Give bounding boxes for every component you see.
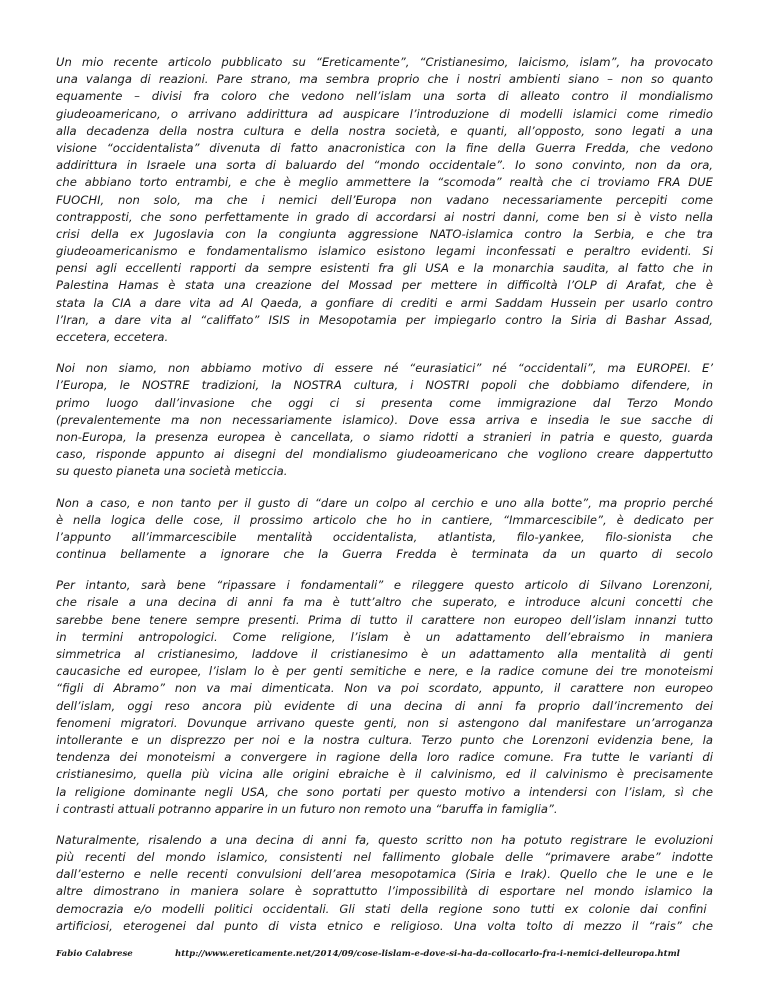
text-line: sarebbe bene tenere sempre presenti. Prima di tutto il carattere non europeo dell’islam innanzi tutto bbox=[56, 612, 713, 627]
text-line: pensi agli eccellenti rapporti da sempre esistenti fra gli USA e la monarchia saudita, al fatto che in bbox=[56, 261, 713, 276]
text-line: giudeoamericanismo e fondamentalismo islamico esistono legami inconfessati e peraltro evidenti. Si bbox=[56, 244, 713, 259]
text-line: eccetera, eccetera. bbox=[56, 330, 169, 344]
text-line: (prevalentemente ma non necessariamente islamico). Dove essa arriva e insedia le sue sacche di bbox=[56, 412, 713, 427]
text-line: più recenti del mondo islamico, consistenti nel fallimento globale delle “primavere arabe” indotte bbox=[56, 850, 713, 865]
text-line: che abbiano torto entrambi, e che è meglio ammettere la “scomoda” realtà che ci troviamo FRA DUE bbox=[56, 175, 713, 190]
text-line: su questo pianeta una società meticcia. bbox=[56, 464, 288, 479]
text-line: altre dimostrano in maniera solare è soprattutto l’impossibilità di esportare nel mondo islamico la bbox=[56, 884, 713, 899]
paragraph bbox=[56, 832, 713, 935]
text-line: democrazia e/o modelli politici occidentali. Gli stati della regione sono tutti ex colonie dai confini bbox=[56, 901, 707, 916]
article-body bbox=[56, 54, 713, 949]
text-line: equamente – divisi fra coloro che vedono nell’islam una sorta di alleato contro il mondialismo bbox=[56, 89, 713, 104]
text-line: che risale a una decina di anni fa ma è tutt’altro che superato, e introduce alcuni concetti che bbox=[56, 595, 713, 610]
text-line: è nella logica delle cose, il prossimo articolo che ho in cantiere, “Immarcescibile”, è dedicato per bbox=[56, 512, 713, 527]
text-line: i contrasti attuali potranno apparire in un futuro non remoto una “baruffa in famiglia”. bbox=[56, 801, 558, 816]
text-line: l’Iran, a dare vita al “califfato” ISIS in Mesopotamia per impiegarlo contro la Siria di Bashar Assad, bbox=[56, 312, 713, 327]
text-line: simmetrica al cristianesimo, laddove il cristianesimo è un adattamento alla mentalità di genti bbox=[56, 647, 713, 661]
text-line: la religione dominante negli USA, che sono portati per questo motivo a intendersi con l’islam, sì che bbox=[56, 784, 713, 799]
text-line: caso, risponde appunto ai disegni del mondialismo giudeoamericano che vogliono creare dappertutto bbox=[56, 447, 713, 462]
text-line: tendenza dei monoteismi a convergere in ragione della loro radice comune. Fra tutte le varianti di bbox=[56, 750, 713, 765]
text-line: Un mio recente articolo pubblicato su “Ereticamente”, “Cristianesimo, laicismo, islam”, ha provocato bbox=[56, 55, 713, 69]
text-line: caucasiche ed europee, l’islam lo è per genti semitiche e nere, e la radice comune dei tre monoteismi bbox=[56, 664, 713, 679]
footer-url[interactable]: http://www.ereticamente.net/2014/09/cose-lislam-e-dove-si-ha-da-collocarlo-fra-i-nemici-delleuropa.html bbox=[175, 949, 680, 959]
text-line: non-Europa, la presenza europea è cancellata, o siamo ridotti a stranieri in patria e questo, guarda bbox=[56, 429, 713, 444]
paragraph bbox=[56, 577, 713, 818]
text-line: Noi non siamo, non abbiamo motivo di essere né “eurasiatici” né “occidentali”, ma EUROPEI. E’ bbox=[56, 361, 713, 376]
text-line: continua bellamente a ignorare che la Guerra Fredda è terminata da un quarto di secolo bbox=[56, 547, 713, 562]
text-line: l’Europa, le NOSTRE tradizioni, la NOSTRA cultura, i NOSTRI popoli che dobbiamo difendere, in bbox=[56, 378, 713, 393]
text-line: “figli di Abramo” non va mai dimenticata. Non va poi scordato, appunto, il carattere non europeo bbox=[56, 681, 713, 696]
text-line: contrapposti, che sono perfettamente in grado di accordarsi ai nostri danni, come ben si è visto nella bbox=[56, 209, 713, 224]
text-line: Non a caso, e non tanto per il gusto di “dare un colpo al cerchio e uno alla botte”, ma proprio perché bbox=[56, 495, 713, 510]
text-line: fenomeni migratori. Dovunque arrivano queste genti, non si astengono dal manifestare un’arroganza bbox=[56, 715, 713, 730]
text-line: l’appunto all’immarcescibile mentalità occidentalista, atlantista, filo-yankee, filo-sionista che bbox=[56, 529, 713, 544]
text-line: stata la CIA a dare vita ad Al Qaeda, a gonfiare di crediti e armi Saddam Hussein per usarlo contro bbox=[56, 295, 713, 310]
text-line: primo luogo dall’invasione che oggi ci si presenta come immigrazione dal Terzo Mondo bbox=[56, 395, 713, 410]
text-line: dell’islam, oggi reso ancora più evidente di una decina di anni fa proprio dall’incremento dei bbox=[56, 698, 713, 713]
text-line: alla decadenza della nostra cultura e della nostra società, e quanti, all’opposto, sono legati a una bbox=[56, 123, 713, 138]
paragraph bbox=[56, 495, 713, 564]
text-line: in termini antropologici. Come religione, l’islam è un adattamento dell’ebraismo in maniera bbox=[56, 629, 713, 644]
text-line: una valanga di reazioni. Pare strano, ma sembra proprio che i nostri ambienti siano – non so quanto bbox=[56, 72, 713, 87]
text-line: dall’esterno e nelle recenti convulsioni dell’area mesopotamica (Siria e Irak). Quello che le une e le bbox=[56, 867, 713, 882]
text-line: Per intanto, sarà bene “ripassare i fondamentali” e rileggere questo articolo di Silvano Lorenzoni, bbox=[56, 578, 713, 593]
text-line: intollerante e un disprezzo per noi e la nostra cultura. Terzo punto che Lorenzoni evidenzia bene, la bbox=[56, 732, 713, 747]
text-line: Palestina Hamas è stata una creazione del Mossad per mettere in difficoltà l’OLP di Arafat, che è bbox=[56, 278, 713, 293]
text-line: crisi della ex Jugoslavia con la congiunta aggressione NATO-islamica contro la Serbia, e che tra bbox=[56, 226, 713, 241]
text-line: Naturalmente, risalendo a una decina di anni fa, questo scritto non ha potuto registrare le evoluzioni bbox=[56, 832, 713, 847]
text-line: visione “occidentalista” divenuta di fatto anacronistica con la fine della Guerra Fredda, che vedono bbox=[56, 140, 713, 155]
text-line: giudeoamericano, o arrivano addirittura ad auspicare l’introduzione di modelli islamici come rimedio bbox=[56, 106, 713, 121]
text-line: cristianesimo, quella più vicina alle origini ebraiche è il calvinismo, ed il calvinismo è precisamente bbox=[56, 767, 713, 782]
paragraph bbox=[56, 360, 713, 480]
text-line: artificiosi, eterogenei dal punto di vista etnico e religioso. Una volta tolto di mezzo il “rais” che bbox=[56, 918, 713, 933]
paragraph bbox=[56, 54, 713, 346]
text-line: FUOCHI, non solo, ma che i nemici dell’Europa non vadano necessariamente percepiti come bbox=[56, 192, 713, 207]
text-line: addirittura in Israele una sorta di baluardo del “mondo occidentale”. Io sono convinto, non da ora, bbox=[56, 158, 713, 173]
footer-author: Fabio Calabrese bbox=[56, 949, 133, 959]
